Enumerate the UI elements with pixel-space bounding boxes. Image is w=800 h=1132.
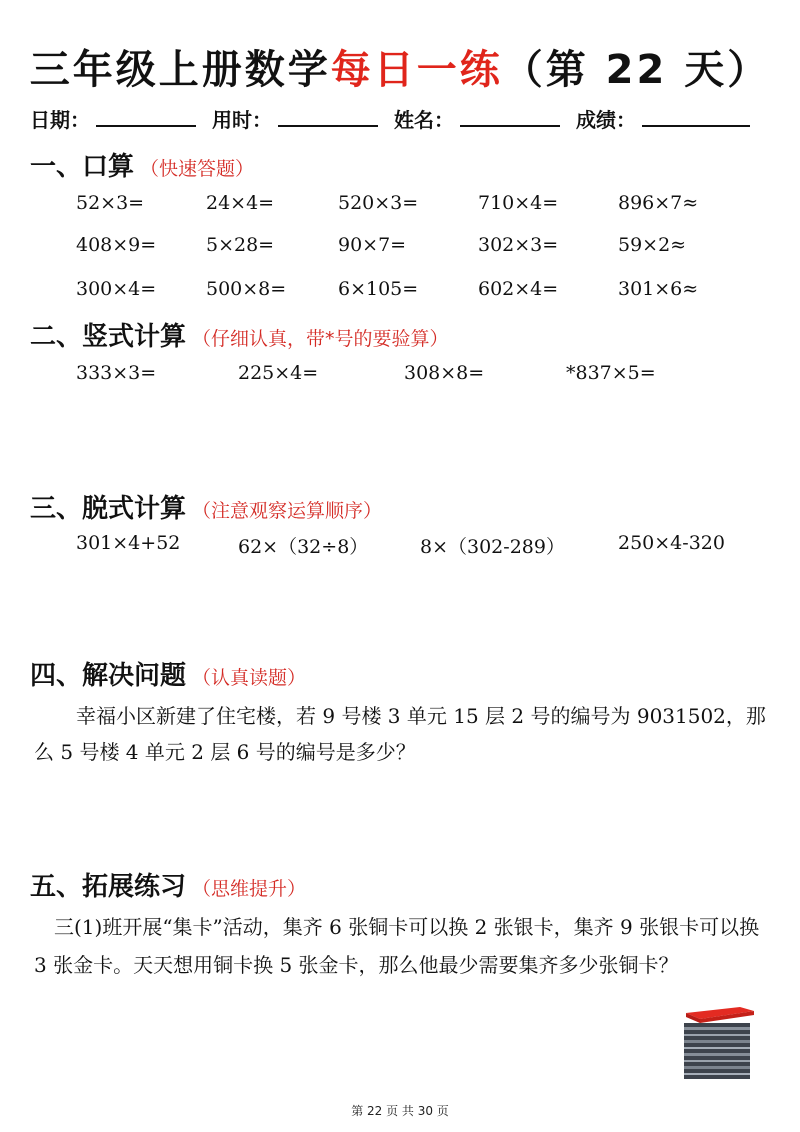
section3-note: （注意观察运算顺序） (192, 500, 383, 522)
step-calc-item: 301×4+52 (76, 532, 181, 554)
time-field[interactable] (212, 104, 378, 133)
section5-heading (30, 866, 306, 903)
oral-calc-item: 90×7= (338, 234, 407, 256)
oral-calc-item: 896×7≈ (618, 192, 699, 214)
title-suffix: （第 22 天） (502, 47, 771, 93)
title-prefix: 三年级上册数学 (29, 47, 331, 93)
section4-title: 四、解决问题 (30, 661, 187, 691)
vertical-calc-item: 333×3= (76, 362, 157, 384)
time-label: 用时： (212, 108, 272, 132)
book-stack-icon (678, 1003, 760, 1083)
section1-note: （快速答题） (140, 158, 255, 180)
name-field[interactable] (394, 104, 560, 133)
vertical-calc-item: 225×4= (238, 362, 319, 384)
time-blank-line (278, 123, 378, 127)
oral-calc-item: 408×9= (76, 234, 157, 256)
page-title (0, 38, 800, 95)
oral-calc-item: 5×28= (206, 234, 275, 256)
date-blank-line (96, 123, 196, 127)
section3-heading (30, 488, 382, 525)
problem-text: 幸福小区新建了住宅楼，若 9 号楼 3 单元 15 层 2 号的编号为 9031502，那么 5 号楼 4 单元 2 层 6 号的编号是多少？ (34, 704, 766, 764)
name-blank-line (460, 123, 560, 127)
vertical-calc-item: 308×8= (404, 362, 485, 384)
section2-note: （仔细认真，带*号的要验算） (192, 328, 449, 350)
vertical-calc-item: *837×5= (566, 362, 656, 384)
oral-calc-item: 520×3= (338, 192, 419, 214)
section5-title: 五、拓展练习 (30, 872, 187, 902)
step-calc-item: 250×4-320 (618, 532, 725, 554)
info-row (30, 103, 770, 133)
extension-text: 三(1)班开展“集卡”活动，集齐 6 张铜卡可以换 2 张银卡，集齐 9 张银卡可以换 3 张金卡。天天想用铜卡换 5 张金卡，那么他最少需要集齐多少张铜卡？ (34, 915, 760, 977)
date-label: 日期： (30, 108, 90, 132)
oral-calc-item: 602×4= (478, 278, 559, 300)
section1-heading (30, 146, 254, 183)
oral-calc-item: 301×6≈ (618, 278, 699, 300)
oral-calc-item: 6×105= (338, 278, 419, 300)
section4-heading (30, 655, 306, 692)
oral-calc-item: 59×2≈ (618, 234, 687, 256)
page-footer: 第 22 页 共 30 页 (351, 1104, 449, 1118)
section2-heading (30, 316, 449, 353)
section5-note: （思维提升） (192, 878, 307, 900)
oral-calc-item: 52×3= (76, 192, 145, 214)
title-highlight: 每日一练 (330, 47, 503, 93)
oral-calc-item: 302×3= (478, 234, 559, 256)
score-label: 成绩： (576, 108, 636, 132)
section2-title: 二、竖式计算 (30, 322, 187, 352)
name-label: 姓名： (394, 108, 454, 132)
oral-calc-item: 500×8= (206, 278, 287, 300)
score-blank-line (642, 123, 750, 127)
section1-title: 一、口算 (30, 152, 135, 182)
step-calc-item: 62×（32÷8） (238, 536, 369, 558)
oral-calc-item: 24×4= (206, 192, 275, 214)
step-calc-item: 8×（302-289） (420, 536, 565, 558)
oral-calc-item: 710×4= (478, 192, 559, 214)
oral-calc-item: 300×4= (76, 278, 157, 300)
section4-note: （认真读题） (192, 667, 307, 689)
score-field[interactable] (576, 104, 750, 133)
date-field[interactable] (30, 104, 196, 133)
section3-title: 三、脱式计算 (30, 494, 187, 524)
